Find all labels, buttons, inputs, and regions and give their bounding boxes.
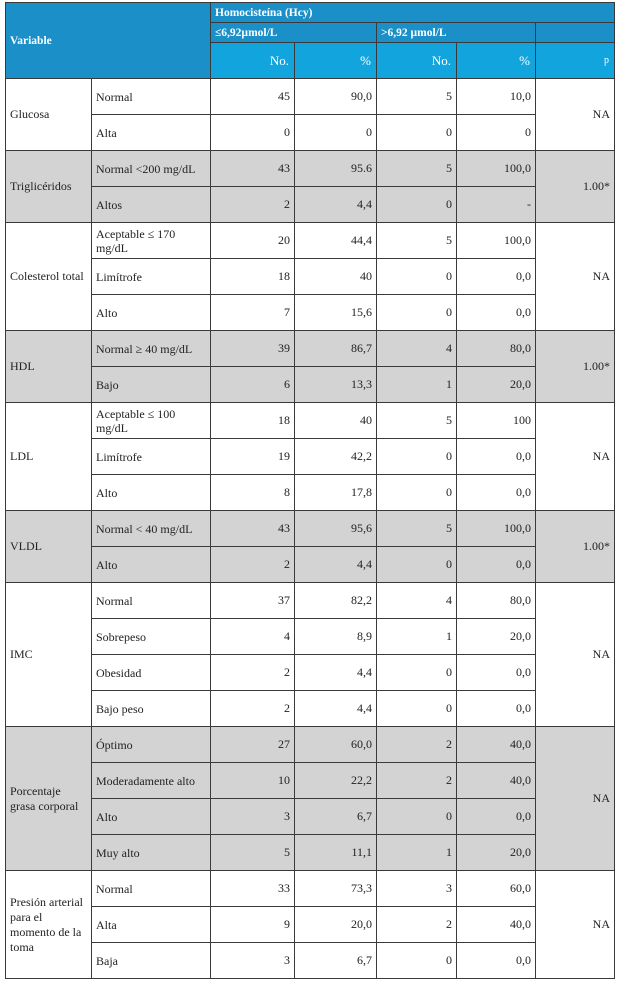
- count-low-cell: 6: [211, 367, 295, 403]
- count-high-cell: 5: [377, 511, 457, 547]
- count-low-cell: 2: [211, 547, 295, 583]
- table-row: [6, 655, 615, 691]
- percent-low-cell: 95.6: [295, 151, 377, 187]
- category-cell: Alto: [92, 799, 211, 835]
- percent-high-cell: 100,0: [457, 151, 536, 187]
- count-high-cell: 0: [377, 295, 457, 331]
- header-pct-high: %: [457, 43, 536, 79]
- table-row: [6, 943, 615, 979]
- table-row: [6, 727, 615, 763]
- category-cell: Normal < 40 mg/dL: [92, 511, 211, 547]
- category-cell: Moderadamente alto: [92, 763, 211, 799]
- table-row: [6, 187, 615, 223]
- percent-low-cell: 22,2: [295, 763, 377, 799]
- table-row: [6, 907, 615, 943]
- header-group: Homocisteína (Hcy): [211, 3, 615, 23]
- count-high-cell: 4: [377, 331, 457, 367]
- category-cell: Bajo peso: [92, 691, 211, 727]
- percent-low-cell: 95,6: [295, 511, 377, 547]
- category-cell: Limítrofe: [92, 439, 211, 475]
- category-cell: Alta: [92, 115, 211, 151]
- percent-low-cell: 20,0: [295, 907, 377, 943]
- variable-cell: Presión arterial para el momento de la toma: [6, 871, 92, 979]
- header-variable: Variable: [6, 3, 211, 79]
- count-low-cell: 45: [211, 79, 295, 115]
- percent-low-cell: 6,7: [295, 943, 377, 979]
- percent-high-cell: 40,0: [457, 907, 536, 943]
- header-no-low: No.: [211, 43, 295, 79]
- percent-low-cell: 8,9: [295, 619, 377, 655]
- table-row: [6, 367, 615, 403]
- category-cell: Alto: [92, 475, 211, 511]
- p-value-cell: 1.00*: [536, 511, 615, 583]
- count-high-cell: 0: [377, 655, 457, 691]
- count-high-cell: 2: [377, 763, 457, 799]
- count-low-cell: 0: [211, 115, 295, 151]
- percent-low-cell: 15,6: [295, 295, 377, 331]
- table-row: [6, 871, 615, 907]
- percent-low-cell: 40: [295, 259, 377, 295]
- count-low-cell: 19: [211, 439, 295, 475]
- p-value-cell: NA: [536, 403, 615, 511]
- count-high-cell: 2: [377, 727, 457, 763]
- variable-cell: Porcentaje grasa corporal: [6, 727, 92, 871]
- count-low-cell: 7: [211, 295, 295, 331]
- p-value-cell: NA: [536, 223, 615, 331]
- table-row: [6, 403, 615, 439]
- category-cell: Normal ≥ 40 mg/dL: [92, 331, 211, 367]
- count-high-cell: 0: [377, 943, 457, 979]
- count-high-cell: 1: [377, 367, 457, 403]
- count-high-cell: 0: [377, 259, 457, 295]
- p-value-cell: 1.00*: [536, 151, 615, 223]
- table-row: [6, 79, 615, 115]
- category-cell: Aceptable ≤ 170 mg/dL: [92, 223, 211, 259]
- percent-low-cell: 42,2: [295, 439, 377, 475]
- table-header: [6, 3, 615, 79]
- count-high-cell: 5: [377, 79, 457, 115]
- percent-high-cell: 20,0: [457, 835, 536, 871]
- percent-low-cell: 13,3: [295, 367, 377, 403]
- category-cell: Normal: [92, 583, 211, 619]
- table-row: [6, 799, 615, 835]
- header-empty: [536, 23, 615, 43]
- percent-high-cell: 0: [457, 115, 536, 151]
- category-cell: Alta: [92, 907, 211, 943]
- percent-low-cell: 0: [295, 115, 377, 151]
- header-pct-low: %: [295, 43, 377, 79]
- table-body: [6, 79, 615, 979]
- percent-low-cell: 6,7: [295, 799, 377, 835]
- percent-high-cell: 0,0: [457, 655, 536, 691]
- count-high-cell: 0: [377, 187, 457, 223]
- count-high-cell: 4: [377, 583, 457, 619]
- category-cell: Alto: [92, 547, 211, 583]
- results-table-container: [5, 2, 614, 979]
- category-cell: Normal <200 mg/dL: [92, 151, 211, 187]
- table-row: [6, 223, 615, 259]
- variable-cell: VLDL: [6, 511, 92, 583]
- table-row: [6, 331, 615, 367]
- count-low-cell: 3: [211, 943, 295, 979]
- percent-high-cell: 20,0: [457, 367, 536, 403]
- p-value-cell: NA: [536, 871, 615, 979]
- percent-high-cell: 0,0: [457, 439, 536, 475]
- count-low-cell: 33: [211, 871, 295, 907]
- table-row: [6, 295, 615, 331]
- p-value-cell: 1.00*: [536, 331, 615, 403]
- count-high-cell: 2: [377, 907, 457, 943]
- header-low: ≤6,92µmol/L: [211, 23, 377, 43]
- count-high-cell: 1: [377, 835, 457, 871]
- category-cell: Óptimo: [92, 727, 211, 763]
- homocysteine-results-table: [5, 2, 615, 979]
- header-p: p: [536, 43, 615, 79]
- percent-high-cell: 0,0: [457, 475, 536, 511]
- table-row: [6, 547, 615, 583]
- header-no-high: No.: [377, 43, 457, 79]
- count-low-cell: 18: [211, 259, 295, 295]
- count-high-cell: 1: [377, 619, 457, 655]
- variable-cell: Colesterol total: [6, 223, 92, 331]
- p-value-cell: NA: [536, 79, 615, 151]
- percent-high-cell: 0,0: [457, 943, 536, 979]
- variable-cell: LDL: [6, 403, 92, 511]
- count-low-cell: 8: [211, 475, 295, 511]
- variable-cell: HDL: [6, 331, 92, 403]
- percent-low-cell: 4,4: [295, 691, 377, 727]
- count-low-cell: 2: [211, 691, 295, 727]
- percent-high-cell: 60,0: [457, 871, 536, 907]
- category-cell: Muy alto: [92, 835, 211, 871]
- percent-high-cell: 40,0: [457, 727, 536, 763]
- table-row: [6, 475, 615, 511]
- percent-low-cell: 17,8: [295, 475, 377, 511]
- table-row: [6, 763, 615, 799]
- percent-low-cell: 4,4: [295, 655, 377, 691]
- count-high-cell: 0: [377, 439, 457, 475]
- category-cell: Sobrepeso: [92, 619, 211, 655]
- percent-high-cell: 80,0: [457, 583, 536, 619]
- percent-high-cell: 100,0: [457, 511, 536, 547]
- percent-high-cell: 0,0: [457, 295, 536, 331]
- count-low-cell: 3: [211, 799, 295, 835]
- category-cell: Baja: [92, 943, 211, 979]
- percent-high-cell: 100,0: [457, 223, 536, 259]
- percent-low-cell: 4,4: [295, 547, 377, 583]
- percent-low-cell: 11,1: [295, 835, 377, 871]
- header-high: >6,92 µmol/L: [377, 23, 536, 43]
- table-row: [6, 151, 615, 187]
- count-low-cell: 4: [211, 619, 295, 655]
- table-row: [6, 115, 615, 151]
- percent-high-cell: 20,0: [457, 619, 536, 655]
- p-value-cell: NA: [536, 583, 615, 727]
- percent-high-cell: 80,0: [457, 331, 536, 367]
- count-low-cell: 43: [211, 511, 295, 547]
- count-low-cell: 10: [211, 763, 295, 799]
- percent-high-cell: 0,0: [457, 799, 536, 835]
- count-high-cell: 5: [377, 151, 457, 187]
- table-row: [6, 511, 615, 547]
- category-cell: Limítrofe: [92, 259, 211, 295]
- count-low-cell: 9: [211, 907, 295, 943]
- p-value-cell: NA: [536, 727, 615, 871]
- count-high-cell: 0: [377, 115, 457, 151]
- table-row: [6, 583, 615, 619]
- percent-low-cell: 60,0: [295, 727, 377, 763]
- count-low-cell: 20: [211, 223, 295, 259]
- percent-high-cell: 100: [457, 403, 536, 439]
- count-low-cell: 18: [211, 403, 295, 439]
- count-low-cell: 27: [211, 727, 295, 763]
- count-high-cell: 0: [377, 799, 457, 835]
- variable-cell: Glucosa: [6, 79, 92, 151]
- count-low-cell: 37: [211, 583, 295, 619]
- table-row: [6, 835, 615, 871]
- category-cell: Normal: [92, 871, 211, 907]
- percent-low-cell: 86,7: [295, 331, 377, 367]
- count-high-cell: 5: [377, 403, 457, 439]
- count-low-cell: 5: [211, 835, 295, 871]
- category-cell: Obesidad: [92, 655, 211, 691]
- category-cell: Normal: [92, 79, 211, 115]
- count-low-cell: 2: [211, 655, 295, 691]
- category-cell: Altos: [92, 187, 211, 223]
- count-high-cell: 5: [377, 223, 457, 259]
- percent-low-cell: 90,0: [295, 79, 377, 115]
- count-high-cell: 0: [377, 475, 457, 511]
- percent-high-cell: 0,0: [457, 547, 536, 583]
- category-cell: Bajo: [92, 367, 211, 403]
- percent-high-cell: 40,0: [457, 763, 536, 799]
- count-low-cell: 39: [211, 331, 295, 367]
- percent-low-cell: 4,4: [295, 187, 377, 223]
- count-high-cell: 3: [377, 871, 457, 907]
- variable-cell: Triglicéridos: [6, 151, 92, 223]
- percent-low-cell: 44,4: [295, 223, 377, 259]
- count-low-cell: 43: [211, 151, 295, 187]
- percent-low-cell: 73,3: [295, 871, 377, 907]
- table-row: [6, 691, 615, 727]
- percent-high-cell: 10,0: [457, 79, 536, 115]
- percent-high-cell: -: [457, 187, 536, 223]
- count-high-cell: 0: [377, 547, 457, 583]
- count-low-cell: 2: [211, 187, 295, 223]
- percent-low-cell: 40: [295, 403, 377, 439]
- category-cell: Alto: [92, 295, 211, 331]
- percent-low-cell: 82,2: [295, 583, 377, 619]
- table-row: [6, 619, 615, 655]
- percent-high-cell: 0,0: [457, 691, 536, 727]
- table-row: [6, 439, 615, 475]
- count-high-cell: 0: [377, 691, 457, 727]
- variable-cell: IMC: [6, 583, 92, 727]
- category-cell: Aceptable ≤ 100 mg/dL: [92, 403, 211, 439]
- table-row: [6, 259, 615, 295]
- percent-high-cell: 0,0: [457, 259, 536, 295]
